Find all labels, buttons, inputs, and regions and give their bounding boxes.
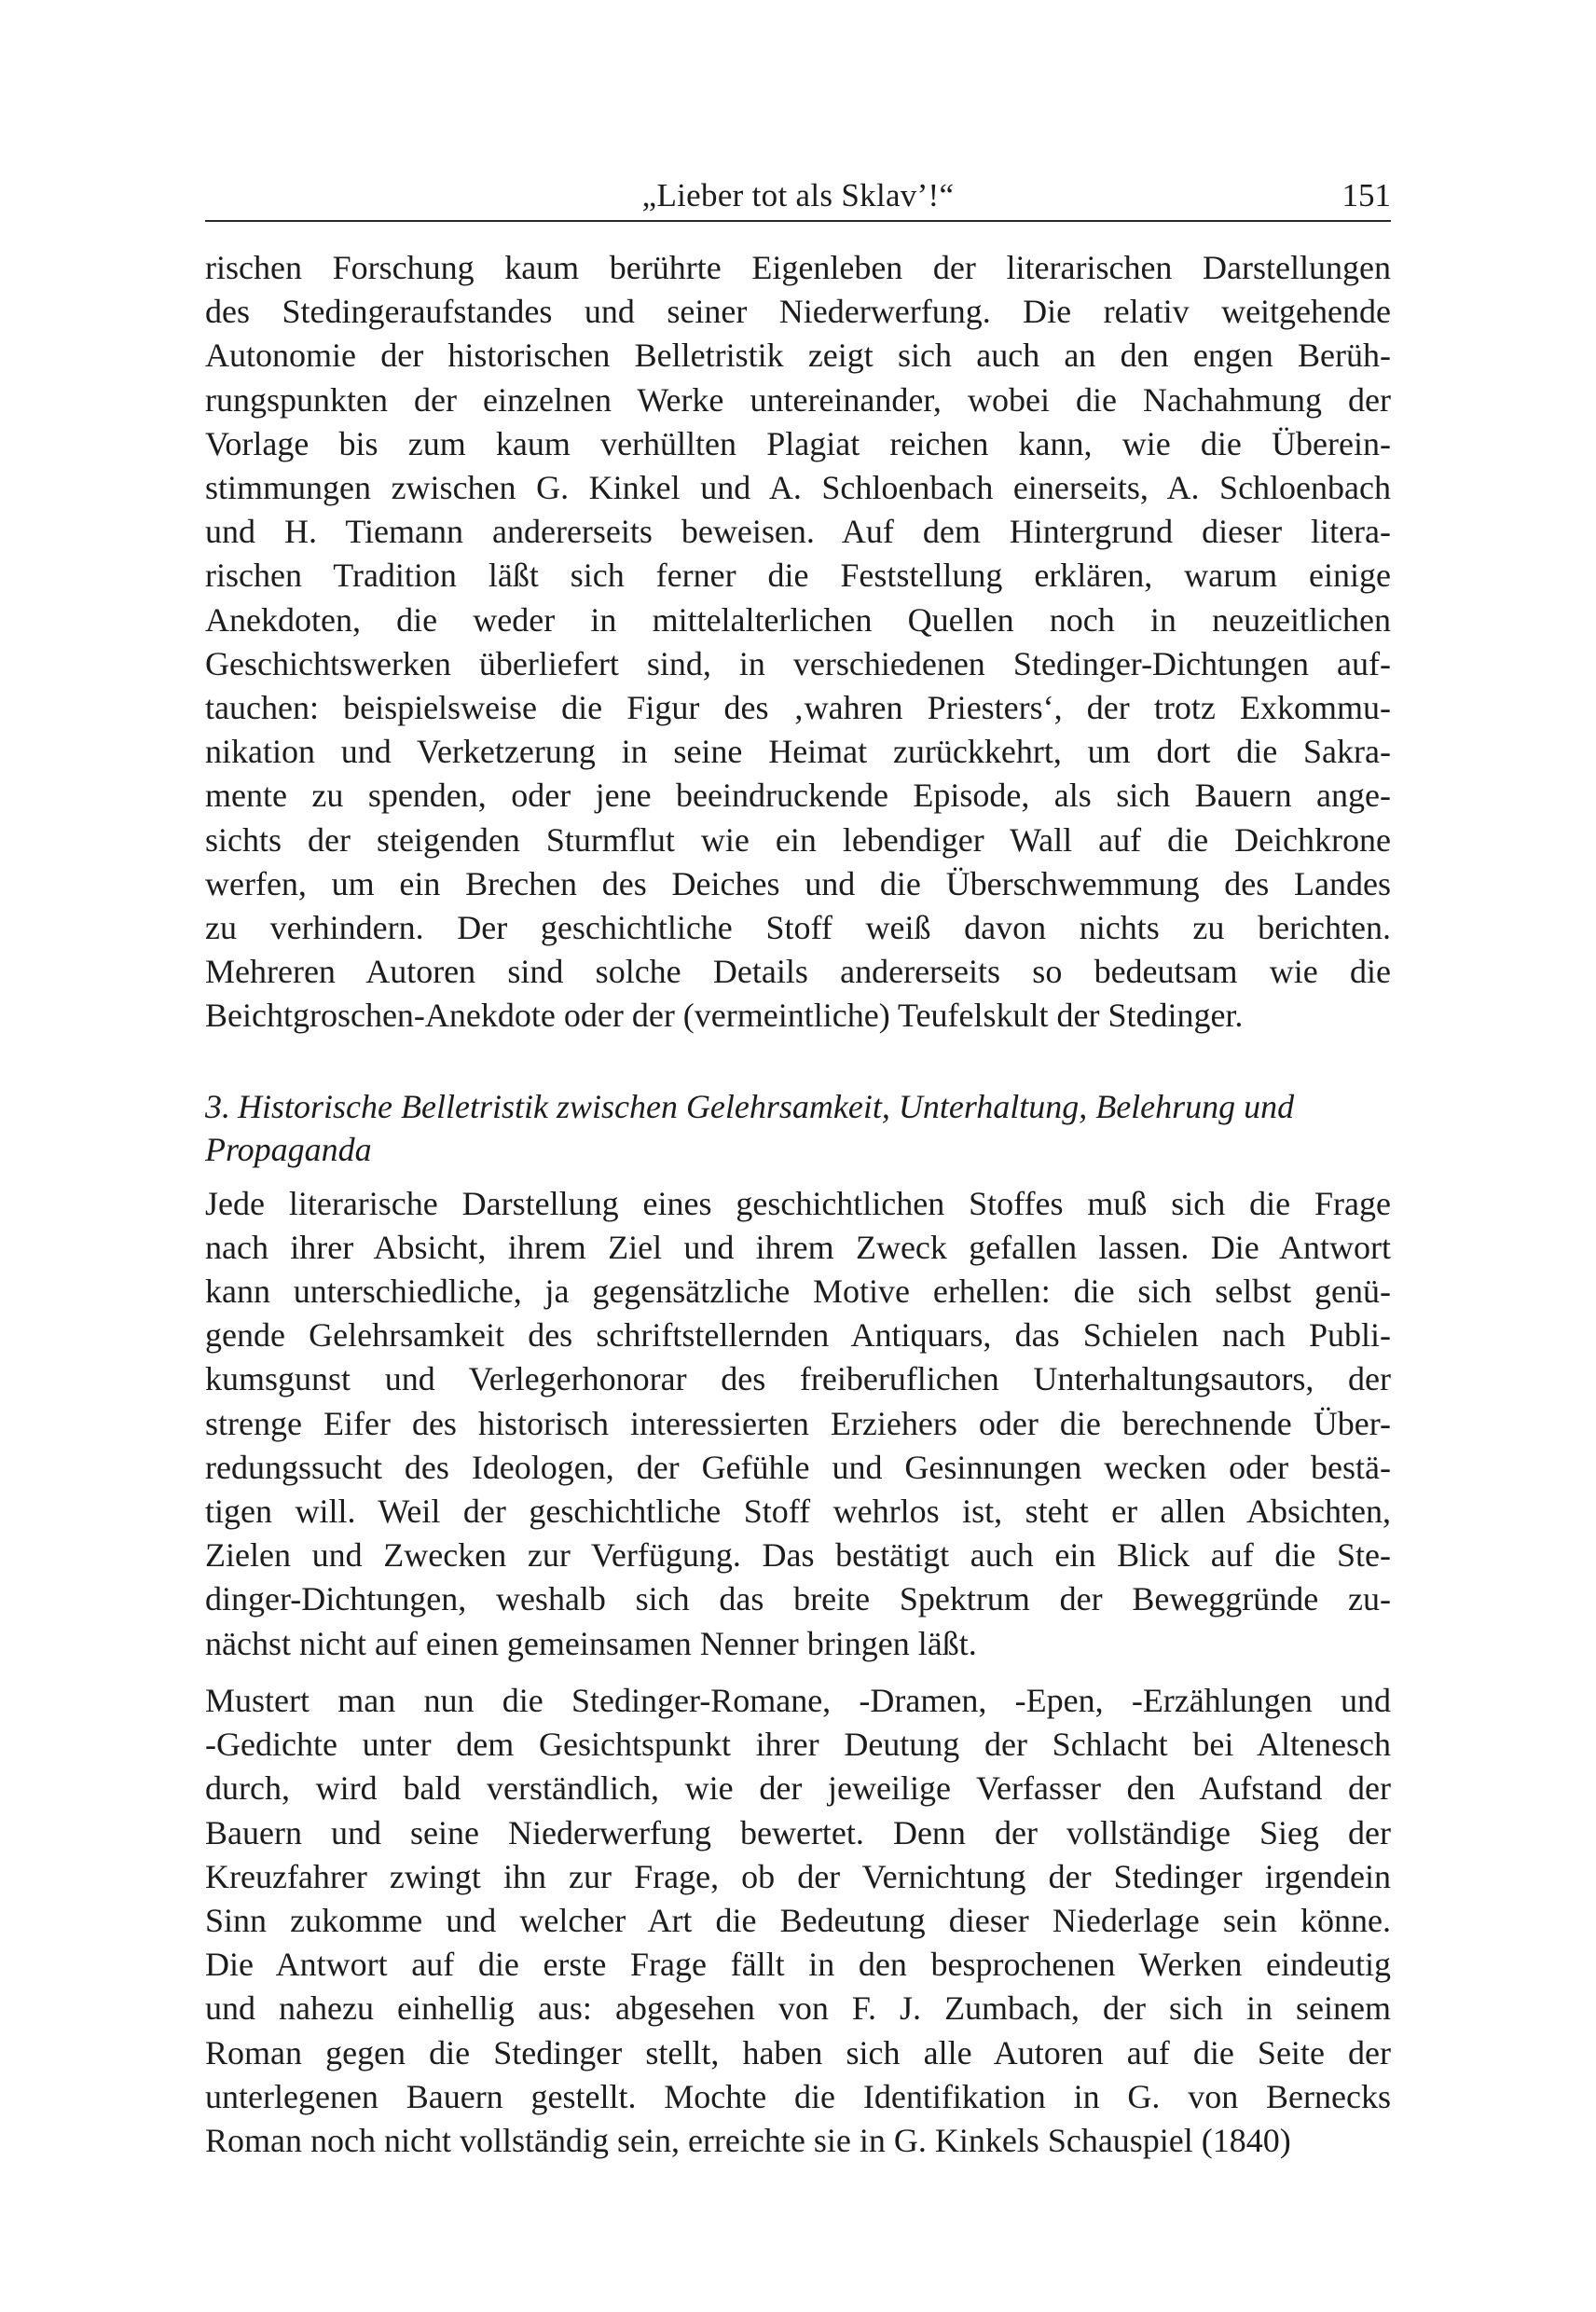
page-body [205,246,1391,2163]
text-line: nikation und Verketzerung in seine Heimat zurückkehrt, um dort die Sakra- [205,733,1391,771]
text-line: mente zu spenden, oder jene beeindruckende Episode, als sich Bauern ange- [205,777,1391,815]
text-line: Beichtgroschen-Anekdote oder der (vermeintliche) Teufelskult der Stedinger. [205,997,1244,1035]
section-number: 3. [205,1087,230,1125]
text-line: Kreuzfahrer zwingt ihn zur Frage, ob der Vernichtung der Stedinger irgendein [205,1857,1391,1895]
text-line: Jede literarische Darstellung eines geschichtlichen Stoffes muß sich die Frage [205,1184,1391,1222]
text-line: Geschichtswerken überliefert sind, in verschiedenen Stedinger-Dichtungen auf- [205,644,1391,682]
text-line: nach ihrer Absicht, ihrem Ziel und ihrem Zweck gefallen lassen. Die Antwort [205,1228,1391,1266]
text-line: unterlegenen Bauern gestellt. Mochte die Identifikation in G. von Bernecks [205,2077,1391,2115]
text-line: tauchen: beispielsweise die Figur des ‚wahren Priesters‘, der trotz Exkommu- [205,689,1391,727]
text-line: rungspunkten der einzelnen Werke untereinander, wobei die Nachahmung der [205,380,1391,419]
text-line: Die Antwort auf die erste Frage fällt in den besprochenen Werken eindeutig [205,1946,1391,1984]
text-line: des Stedingeraufstandes und seiner Niederwerfung. Die relativ weitgehende [205,293,1391,331]
paragraph-continuation [205,246,1391,1039]
paragraph-intentions [205,1182,1391,1666]
text-line: werfen, um ein Brechen des Deiches und die Überschwemmung des Landes [205,864,1391,902]
text-line: Autonomie der historischen Belletristik zeigt sich auch an den engen Berüh- [205,337,1391,375]
text-line: Mustert man nun die Stedinger-Romane, -Dramen, -Epen, -Erzählungen und [205,1681,1391,1719]
text-line: -Gedichte unter dem Gesichtspunkt ihrer Deutung der Schlacht bei Altenesch [205,1726,1391,1764]
text-line: rischen Tradition läßt sich ferner die Feststellung erklären, warum einige [205,557,1391,595]
book-page [205,175,1391,2163]
text-line: Mehreren Autoren sind solche Details andererseits so bedeutsam wie die [205,953,1391,991]
text-line: Bauern und seine Niederwerfung bewertet. Denn der vollständige Sieg der [205,1813,1391,1851]
text-line: durch, wird bald verständlich, wie der jeweilige Verfasser den Aufstand der [205,1769,1391,1808]
text-line: sichts der steigenden Sturmflut wie ein lebendiger Wall auf die Deichkrone [205,820,1391,859]
running-title: „Lieber tot als Sklav’!“ [641,177,955,213]
running-header [205,175,1391,222]
text-line: kann unterschiedliche, ja gegensätzliche Motive erhellen: die sich selbst genü- [205,1273,1391,1311]
text-line: Zielen und Zwecken zur Verfügung. Das bestätigt auch ein Blick auf die Ste- [205,1536,1391,1575]
text-line: Anekdoten, die weder in mittelalterlichen Quellen noch in neuzeitlichen [205,600,1391,639]
text-line: und H. Tiemann andererseits beweisen. Auf dem Hintergrund dieser litera- [205,513,1391,551]
text-line: und nahezu einhellig aus: abgesehen von F. J. Zumbach, der sich in seinem [205,1989,1391,2028]
text-line: zu verhindern. Der geschichtliche Stoff weiß davon nichts zu berichten. [205,909,1391,947]
text-line: dinger-Dichtungen, weshalb sich das breite Spektrum der Beweggründe zu- [205,1580,1391,1618]
text-line: Roman gegen die Stedinger stellt, haben sich alle Autoren auf die Seite der [205,2033,1391,2071]
text-line: tigen will. Weil der geschichtliche Stoff wehrlos ist, steht er allen Absichten, [205,1493,1391,1531]
section-heading [205,1085,1391,1171]
text-line: gende Gelehrsamkeit des schriftstellernden Antiquars, das Schielen nach Publi- [205,1316,1391,1355]
page-number: 151 [1341,177,1391,213]
text-line: rischen Forschung kaum berührte Eigenleben der literarischen Darstellungen [205,249,1391,286]
text-line: Roman noch nicht vollständig sein, erreichte sie in G. Kinkels Schauspiel (1840) [205,2121,1291,2159]
text-line: redungssucht des Ideologen, der Gefühle und Gesinnungen wecken oder bestä- [205,1448,1391,1486]
text-line: strenge Eifer des historisch interessierten Erziehers oder die berechnende Über- [205,1404,1391,1442]
text-line: nächst nicht auf einen gemeinsamen Nenner bringen läßt. [205,1624,977,1662]
section-title: Historische Belletristik zwischen Gelehrsamkeit, Unterhaltung, Belehrung und Propaganda [205,1087,1295,1168]
text-line: stimmungen zwischen G. Kinkel und A. Schloenbach einerseits, A. Schloenbach [205,469,1391,507]
text-line: kumsgunst und Verlegerhonorar des freiberuflichen Unterhaltungsautors, der [205,1360,1391,1398]
paragraph-battle-interpretation [205,1679,1391,2163]
text-line: Vorlage bis zum kaum verhüllten Plagiat reichen kann, wie die Überein- [205,424,1391,462]
text-line: Sinn zukomme und welcher Art die Bedeutung dieser Niederlage sein könne. [205,1901,1391,1939]
